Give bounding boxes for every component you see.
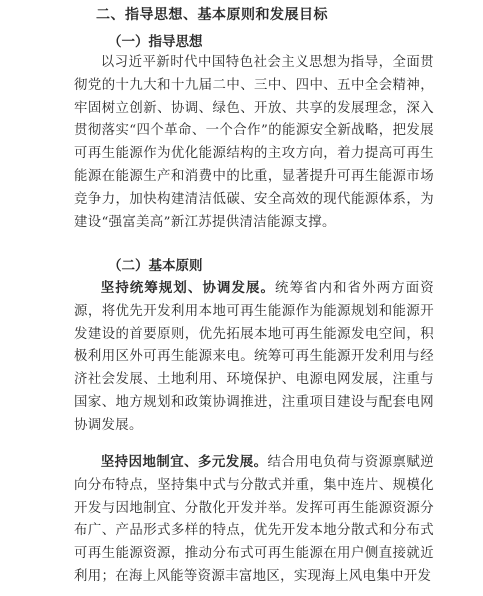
principle-planning-lead: 坚持统筹规划、协调发展。 bbox=[100, 281, 276, 296]
paragraph-principle-planning bbox=[74, 278, 434, 438]
section-heading: 二、指导思想、基本原则和发展目标 bbox=[96, 7, 328, 23]
subheading-guiding-ideology: （一）指导思想 bbox=[108, 34, 203, 50]
paragraph-guiding-ideology: 以习近平新时代中国特色社会主义思想为指导，全面贯彻党的十九大和十九届二中、三中、四中、五中全会精神，牢固树立创新、协调、绿色、开放、共享的发展理念，深入贯彻落实“四个革命、一个合作”的能源安全新战略，把发展可再生能源作为优化能源结构的主攻方向，着力提高可再生能源在能源生产和消费中的比重，显著提升可再生能源市场竞争力，加快构建清洁低碳、安全高效的现代能源体系，为建设“强富美高”新江苏提供清洁能源支撑。 bbox=[74, 55, 434, 230]
principle-planning-body: 统筹省内和省外两方面资源，将优先开发利用本地可再生能源作为能源规划和能源开发建设的首要原则，优先拓展本地可再生能源发电空间，积极利用区外可再生能源来电。统筹可再生能源开发利用与经济社会发展、土地利用、环境保护、电源电网发展，注重与国家、地方规划和政策协调推进，注重项目建设与配套电网协调发展。 bbox=[74, 281, 434, 433]
principle-local-lead: 坚持因地制宜、多元发展。 bbox=[100, 455, 268, 470]
subheading-basic-principles: （二）基本原则 bbox=[108, 258, 203, 274]
paragraph-principle-local bbox=[74, 452, 434, 589]
principle-local-body: 结合用电负荷与资源禀赋逆向分布特点，坚持集中式与分散式并重，集中连片、规模化开发与因地制宜、分散化开发并举。发挥可再生能源资源分布广、产品形式多样的特点，优先开发本地分散式和分布式可再生能源资源，推动分布式可再生能源在用户侧直接就近利用；在海上风能等资源丰富地区，实现海上风电集中开发 bbox=[74, 455, 434, 584]
